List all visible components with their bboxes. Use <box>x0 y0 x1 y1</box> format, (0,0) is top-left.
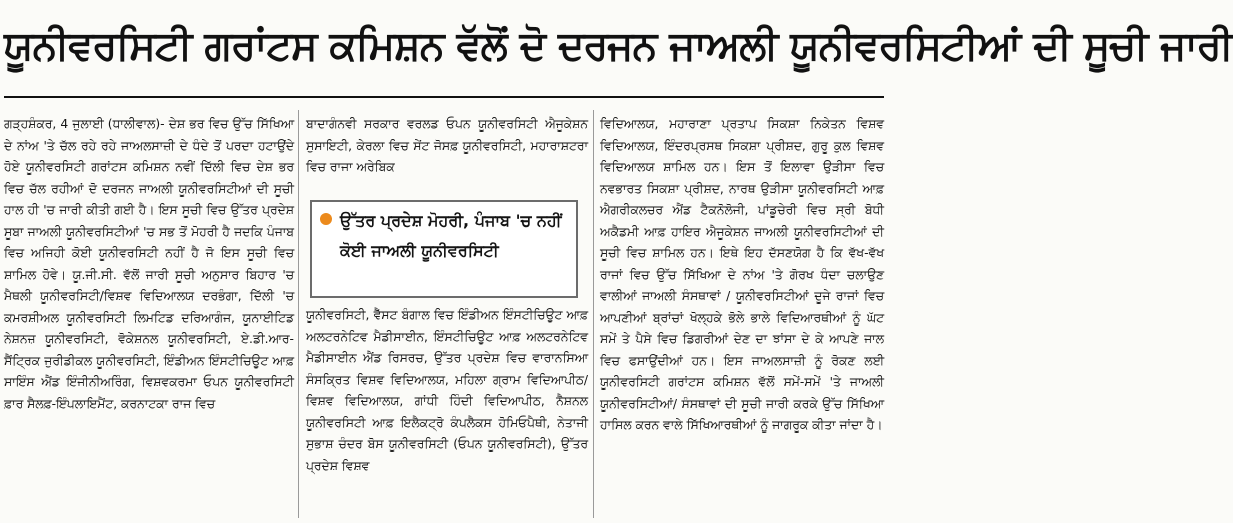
pull-quote-bullet-icon <box>320 213 332 225</box>
headline: ਯੂਨੀਵਰਸਿਟੀ ਗਰਾਂਟਸ ਕਮਿਸ਼ਨ ਵੱਲੋਂ ਦੋ ਦਰਜਨ ਜਾਅਲੀ ਯੂਨੀਵਰਸਿਟੀਆਂ ਦੀ ਸੂਚੀ ਜਾਰੀ <box>4 23 1233 69</box>
article-column-2-bottom: ਯੂਨੀਵਰਸਿਟੀ, ਵੈੱਸਟ ਬੰਗਾਲ ਵਿਚ ਇੰਡੀਅਨ ਇੰਸਟੀਚਿਊਟ ਆਫ਼ ਅਲਟਰਨੇਟਿਵ ਮੈਡੀਸਾਈਨ, ਇੰਸਟੀਚਿਊਟ ਆਫ਼ ਅਲਟਰਨੇਟਿਵ ਮੈਡੀਸਾਈਨ ਐਂਡ ਰਿਸਰਚ, ਉੱਤਰ ਪ੍ਰਦੇਸ਼ ਵਿਚ ਵਾਰਾਨਸਿਆ ਸੰਸਕ੍ਰਿਤ ਵਿਸ਼ਵ ਵਿਦਿਆਲਯ, ਮਹਿਲਾ ਗ੍ਰਾਮ ਵਿਦਿਆਪੀਠ/ਵਿਸ਼ਵ ਵਿਦਿਆਲਯ, ਗਾਂਧੀ ਹਿੰਦੀ ਵਿਦਿਆਪੀਠ, ਨੈਸ਼ਨਲ ਯੂਨੀਵਰਸਿਟੀ ਆਫ਼ ਇਲੈਕਟ੍ਰੋ ਕੰਪਲੈਕਸ ਹੋਮਿਓਪੈਥੀ, ਨੇਤਾਜੀ ਸੁਭਾਸ਼ ਚੰਦਰ ਬੋਸ ਯੂਨੀਵਰਸਿਟੀ (ਓਪਨ ਯੂਨੀਵਰਸਿਟੀ), ਉੱਤਰ ਪ੍ਰਦੇਸ਼ ਵਿਸ਼ਵ <box>306 308 588 473</box>
headline-rule <box>4 96 884 98</box>
column-divider <box>298 110 299 518</box>
article-column-3: ਵਿਦਿਆਲਯ, ਮਹਾਰਾਣਾ ਪ੍ਰਤਾਪ ਸਿਕਸ਼ਾ ਨਿਕੇਤਨ ਵਿਸ਼ਵ ਵਿਦਿਆਲਯ, ਇੰਦਰਪ੍ਰਸਥ ਸਿਕਸ਼ਾ ਪ੍ਰੀਸ਼ਦ, ਗੁਰੂ ਕੁਲ ਵਿਸ਼ਵ ਵਿਦਿਆਲਯ ਸ਼ਾਮਿਲ ਹਨ। ਇਸ ਤੋਂ ਇਲਾਵਾ ਉੜੀਸਾ ਵਿਚ ਨਵਭਾਰਤ ਸਿਕਸ਼ਾ ਪ੍ਰੀਸ਼ਦ, ਨਾਰਥ ਉੜੀਸਾ ਯੂਨੀਵਰਸਿਟੀ ਆਫ਼ ਐਗਰੀਕਲਚਰ ਐਂਡ ਟੈਕਨੋਲੋਜੀ, ਪਾਂਡੂਚੇਰੀ ਵਿਚ ਸ੍ਰੀ ਬੋਧੀ ਅਕੈਡਮੀ ਆਫ਼ ਹਾਇਰ ਐਜੂਕੇਸ਼ਨ ਜਾਅਲੀ ਯੂਨੀਵਰਸਿਟੀਆਂ ਦੀ ਸੂਚੀ ਵਿਚ ਸ਼ਾਮਿਲ ਹਨ। ਇਥੇ ਇਹ ਦੱਸਣਯੋਗ ਹੈ ਕਿ ਵੱਖ-ਵੱਖ ਰਾਜਾਂ ਵਿਚ ਉੱਚ ਸਿੱਖਿਆ ਦੇ ਨਾਂਅ 'ਤੇ ਗੋਰਖ ਧੰਦਾ ਚਲਾਉਣ ਵਾਲੀਆਂ ਜਾਅਲੀ ਸੰਸਥਾਵਾਂ / ਯੂਨੀਵਰਸਿਟੀਆਂ ਦੂਜੇ ਰਾਜਾਂ ਵਿਚ ਆਪਣੀਆਂ ਬ੍ਰਾਂਚਾਂ ਖੋਲ੍ਹਕੇ ਭੋਲੇ ਭਾਲੇ ਵਿਦਿਆਰਥੀਆਂ ਨੂੰ ਘੱਟ ਸਮੇਂ ਤੇ ਪੈਸੇ ਵਿਚ ਡਿਗਰੀਆਂ ਦੇਣ ਦਾ ਝਾਂਸਾ ਦੇ ਕੇ ਆਪਣੇ ਜਾਲ ਵਿਚ ਫਸਾਉਂਦੀਆਂ ਹਨ। ਇਸ ਜਾਅਲਸਾਜ਼ੀ ਨੂੰ ਰੋਕਣ ਲਈ ਯੂਨੀਵਰਸਿਟੀ ਗਰਾਂਟਸ ਕਮਿਸ਼ਨ ਵੱਲੋਂ ਸਮੇਂ-ਸਮੇਂ 'ਤੇ ਜਾਅਲੀ ਯੂਨੀਵਰਸਿਟੀਆਂ/ ਸੰਸਥਾਵਾਂ ਦੀ ਸੂਚੀ ਜਾਰੀ ਕਰਕੇ ਉੱਚ ਸਿੱਖਿਆ ਹਾਸਿਲ ਕਰਨ ਵਾਲੇ ਸਿੱਖਿਆਰਥੀਆਂ ਨੂੰ ਜਾਗਰੂਕ ਕੀਤਾ ਜਾਂਦਾ ਹੈ। <box>600 117 884 432</box>
pull-quote-box <box>310 200 578 298</box>
pull-quote-text: ਉੱਤਰ ਪ੍ਰਦੇਸ਼ ਮੋਹਰੀ, ਪੰਜਾਬ 'ਚ ਨਹੀਂ ਕੋਈ ਜਾਅਲੀ ਯੂਨੀਵਰਸਿਟੀ <box>340 211 562 260</box>
article-column-2-top: ਬਾਦਾਗੰਨਵੀ ਸਰਕਾਰ ਵਰਲਡ ਓਪਨ ਯੂਨੀਵਰਸਿਟੀ ਐਜੂਕੇਸ਼ਨ ਸੁਸਾਇਟੀ, ਕੇਰਲਾ ਵਿਚ ਸੇਂਟ ਜੋਸਫ਼ ਯੂਨੀਵਰਸਿਟੀ, ਮਹਾਰਾਸ਼ਟਰਾ ਵਿਚ ਰਾਜਾ ਅਰੇਬਿਕ <box>306 117 588 174</box>
article-column-1: ਗੜ੍ਹਸ਼ੰਕਰ, 4 ਜੁਲਾਈ (ਧਾਲੀਵਾਲ)- ਦੇਸ਼ ਭਰ ਵਿਚ ਉੱਚ ਸਿੱਖਿਆ ਦੇ ਨਾਂਅ 'ਤੇ ਚੱਲ ਰਹੇ ਰਹੇ ਜਾਅਲਸਾਜ਼ੀ ਦੇ ਧੰਦੇ ਤੋਂ ਪਰਦਾ ਹਟਾਉਂਦੇ ਹੋਏ ਯੂਨੀਵਰਸਿਟੀ ਗਰਾਂਟਸ ਕਮਿਸ਼ਨ ਨਵੀਂ ਦਿੱਲੀ ਵਿਚ ਦੇਸ਼ ਭਰ ਵਿਚ ਚੱਲ ਰਹੀਆਂ ਦੋ ਦਰਜਨ ਜਾਅਲੀ ਯੂਨੀਵਰਸਿਟੀਆਂ ਦੀ ਸੂਚੀ ਹਾਲ ਹੀ 'ਚ ਜਾਰੀ ਕੀਤੀ ਗਈ ਹੈ। ਇਸ ਸੂਚੀ ਵਿਚ ਉੱਤਰ ਪ੍ਰਦੇਸ਼ ਸੂਬਾ ਜਾਅਲੀ ਯੂਨੀਵਰਸਿਟੀਆਂ 'ਚ ਸਭ ਤੋਂ ਮੋਹਰੀ ਹੈ ਜਦਕਿ ਪੰਜਾਬ ਵਿਚ ਅਜਿਹੀ ਕੋਈ ਯੂਨੀਵਰਸਿਟੀ ਨਹੀਂ ਹੈ ਜੋ ਇਸ ਸੂਚੀ ਵਿਚ ਸ਼ਾਮਿਲ ਹੋਵੇ। ਯੂ.ਜੀ.ਸੀ. ਵੱਲੋਂ ਜਾਰੀ ਸੂਚੀ ਅਨੁਸਾਰ ਬਿਹਾਰ 'ਚ ਮੈਥਲੀ ਯੂਨੀਵਰਸਿਟੀ/ਵਿਸ਼ਵ ਵਿਦਿਆਲਯ ਦਰਭੰਗਾ, ਦਿੱਲੀ 'ਚ ਕਮਰਸ਼ੀਅਲ ਯੂਨੀਵਰਸਿਟੀ ਲਿਮਟਿਡ ਦਰਿਆਗੰਜ, ਯੂਨਾਈਟਿਡ ਨੇਸ਼ਨਜ਼ ਯੂਨੀਵਰਸਿਟੀ, ਵੋਕੇਸ਼ਨਲ ਯੂਨੀਵਰਸਿਟੀ, ਏ.ਡੀ.ਆਰ-ਸੈਂਟ੍ਰਿਕ ਜੁਰੀਡੀਕਲ ਯੂਨੀਵਰਸਿਟੀ, ਇੰਡੀਅਨ ਇੰਸਟੀਚਿਊਟ ਆਫ਼ ਸਾਇੰਸ ਐਂਡ ਇੰਜੀਨੀਅਰਿੰਗ, ਵਿਸ਼ਵਕਰਮਾ ਓਪਨ ਯੂਨੀਵਰਸਿਟੀ ਫ਼ਾਰ ਸੈਲਫ਼-ਇੰਪਲਾਇਮੈਂਟ, ਕਰਨਾਟਕਾ ਰਾਜ ਵਿਚ <box>4 117 294 411</box>
column-divider <box>593 110 594 518</box>
